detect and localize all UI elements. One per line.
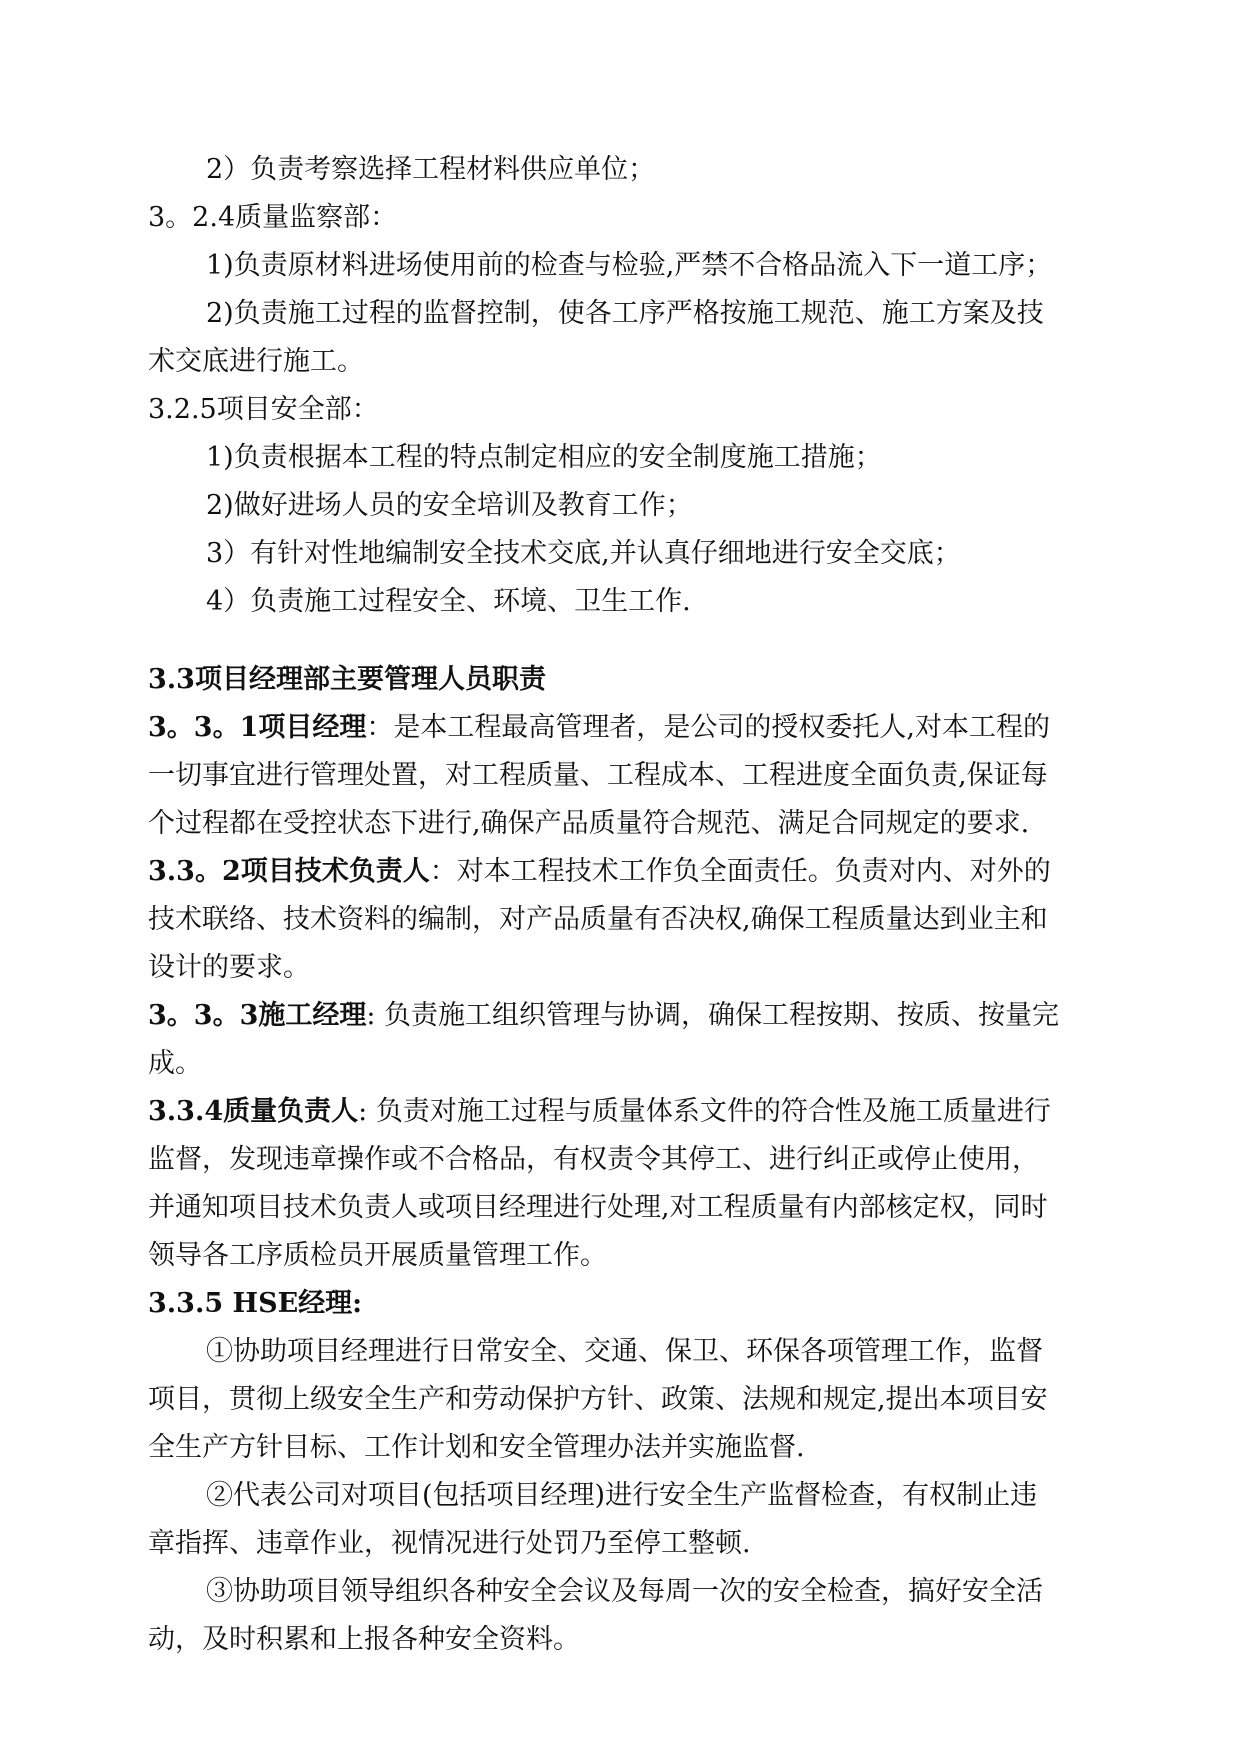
list-item-continuation: 章指挥、违章作业，视情况进行处罚乃至停工整顿. [148, 1528, 751, 1559]
list-item: 4）负责施工过程安全、环境、卫生工作. [206, 586, 691, 617]
paragraph-line: 成。 [148, 1048, 202, 1079]
list-item: 2)负责施工过程的监督控制，使各工序严格按施工规范、施工方案及技 [206, 298, 1044, 329]
list-item: ③协助项目领导组织各种安全会议及每周一次的安全检查，搞好安全活 [206, 1576, 1043, 1607]
paragraph-line: 技术联络、技术资料的编制，对产品质量有否决权,确保工程质量达到业主和 [148, 904, 1048, 935]
list-item-continuation: 术交底进行施工。 [148, 346, 364, 377]
role-label: 3。3。1项目经理 [148, 712, 367, 743]
paragraph-line [148, 1092, 1051, 1132]
role-text: : 负责施工组织管理与协调，确保工程按期、按质、按量完 [366, 1000, 1060, 1031]
paragraph-line [148, 852, 1051, 892]
list-item-continuation: 项目，贯彻上级安全生产和劳动保护方针、政策、法规和规定,提出本项目安 [148, 1384, 1048, 1415]
role-text: : 负责对施工过程与质量体系文件的符合性及施工质量进行 [358, 1096, 1051, 1127]
paragraph-line [148, 996, 1059, 1036]
paragraph-line [148, 708, 1050, 748]
role-text: ：是本工程最高管理者，是公司的授权委托人,对本工程的 [366, 712, 1050, 743]
list-item: 1)负责根据本工程的特点制定相应的安全制度施工措施； [206, 442, 882, 473]
paragraph-line: 并通知项目技术负责人或项目经理进行处理,对工程质量有内部核定权，同时 [148, 1192, 1048, 1223]
list-item: 2)做好进场人员的安全培训及教育工作； [206, 490, 693, 521]
section-heading: 3.3.5 HSE经理: [148, 1288, 363, 1319]
role-label: 3.3。2项目技术负责人 [148, 856, 430, 887]
paragraph-line: 一切事宜进行管理处置，对工程质量、工程成本、工程进度全面负责,保证每 [148, 760, 1048, 791]
list-item-continuation: 全生产方针目标、工作计划和安全管理办法并实施监督. [148, 1432, 805, 1463]
section-heading: 3.2.5项目安全部： [148, 394, 379, 425]
list-item: 3）有针对性地编制安全技术交底,并认真仔细地进行安全交底； [206, 538, 961, 569]
role-text: ：对本工程技术工作负全面责任。负责对内、对外的 [429, 856, 1051, 887]
list-item-continuation: 动，及时积累和上报各种安全资料。 [148, 1624, 580, 1655]
section-heading: 3。2.4质量监察部： [148, 202, 398, 233]
paragraph-line: 监督，发现违章操作或不合格品，有权责令其停工、进行纠正或停止使用， [148, 1144, 1039, 1175]
list-item: ①协助项目经理进行日常安全、交通、保卫、环保各项管理工作，监督 [206, 1336, 1043, 1367]
list-item: ②代表公司对项目(包括项目经理)进行安全生产监督检查，有权制止违 [206, 1480, 1038, 1511]
paragraph-line: 个过程都在受控状态下进行,确保产品质量符合规范、满足合同规定的要求. [148, 808, 1030, 839]
role-label: 3.3.4质量负责人 [148, 1096, 359, 1127]
section-heading: 3.3项目经理部主要管理人员职责 [148, 664, 546, 695]
list-item: 2）负责考察选择工程材料供应单位； [206, 154, 656, 185]
paragraph-line: 领导各工序质检员开展质量管理工作。 [148, 1240, 607, 1271]
role-label: 3。3。3施工经理 [148, 1000, 367, 1031]
list-item: 1)负责原材料进场使用前的检查与检验,严禁不合格品流入下一道工序； [206, 250, 1053, 281]
paragraph-line: 设计的要求。 [148, 952, 310, 983]
